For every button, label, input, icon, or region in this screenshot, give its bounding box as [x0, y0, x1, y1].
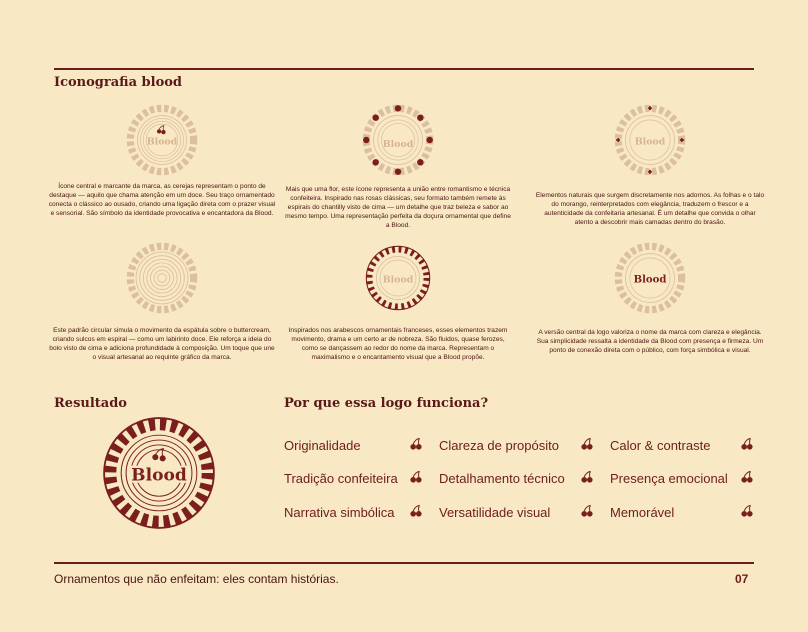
emblem-arabesques [362, 242, 434, 314]
top-rule [54, 68, 754, 70]
bottom-rule [54, 562, 754, 564]
emblem-word: Blood [634, 136, 666, 148]
cherry-icon [580, 470, 594, 484]
cherry-icon [580, 437, 594, 451]
cherry-icon [409, 470, 423, 484]
cherry-icon [409, 437, 423, 451]
emblem-spiral [126, 242, 198, 314]
reason-item: Memorável [610, 505, 675, 520]
reason-item: Presença emocional [610, 471, 728, 486]
reason-item: Calor & contraste [610, 438, 711, 453]
description-arabesques: Inspirados nos arabescos ornamentais franceses, esses elementos trazem movimento, drama e um certo ar de nobreza. São fluidos, quase ferozes, como se dançassem ao redor do nome da marca. Representam o maximalismo e o encantamento visual que a Blood propõe. [288, 327, 508, 361]
emblem-leaves [614, 104, 686, 176]
cherry-icon [580, 504, 594, 518]
section-title-result: Resultado [54, 396, 127, 411]
description-cherries: Ícone central e marcante da marca, as cerejas representam o ponto de destaque — aquilo que chama atenção em um doce. Seu traço ornamentado conecta o clássico ao ousado, criando uma ligação direta com o prazer visual e sensorial. São símbolo da identidade provocativa e encantadora da Blood. [48, 183, 276, 217]
emblem-word: Blood [633, 274, 667, 286]
reason-item: Narrativa simbólica [284, 505, 395, 520]
emblem-word: Blood [382, 274, 414, 286]
section-title-iconography: Iconografia blood [54, 75, 183, 90]
page-number: 07 [735, 572, 749, 586]
description-leaves: Elementos naturais que surgem discretamente nos adornos. As folhas e o talo do morango, reinterpretados com elegância, traduzem o frescor e a autenticidade da confeitaria artesanal. É um detalhe que convida o olhar atento a descobrir mais camadas dentro do brasão. [535, 192, 765, 226]
emblem-word: Blood [382, 139, 414, 151]
reason-item: Detalhamento técnico [439, 471, 565, 486]
description-wordmark: A versão central da logo valoriza o nome da marca com clareza e elegância. Sua simplicidade ressalta a identidade da Blood com presença e firmeza. Um ponto de conexão direta com o público, com força simbólica e visual. [536, 329, 764, 354]
reason-item: Tradição confeiteira [284, 471, 398, 486]
final-logo [98, 412, 220, 534]
emblem-cherries [126, 104, 198, 176]
emblem-word: Blood [146, 136, 178, 148]
emblem-roses [362, 104, 434, 176]
reason-item: Originalidade [284, 438, 361, 453]
cherry-icon [740, 437, 754, 451]
description-spiral: Este padrão circular simula o movimento da espátula sobre o buttercream, criando sulcos em espiral — como um labirinto doce. Ele reforça a ideia do bolo visto de cima e adiciona profundidade à composição. Um toque que une o visual artesanal ao requinte gráfico da marca. [49, 327, 275, 361]
reason-item: Versatilidade visual [439, 505, 551, 520]
reason-item: Clareza de propósito [439, 438, 559, 453]
cherry-icon [409, 504, 423, 518]
footer-tagline: Ornamentos que não enfeitam: eles contam histórias. [54, 572, 339, 586]
description-roses: Mais que uma flor, este ícone representa a união entre romantismo e técnica confeiteira. Inspirado nas rosas clássicas, seu formato também remete às espirais do chantilly visto de cima — um detalhe que traz beleza e sabor ao mesmo tempo. Uma representação perfeita da doçura ornamental que define a Blood. [285, 186, 511, 229]
logo-word: Blood [131, 465, 187, 486]
cherry-icon [740, 470, 754, 484]
emblem-wordmark [614, 242, 686, 314]
section-title-why: Por que essa logo funciona? [284, 396, 489, 411]
cherry-icon [740, 504, 754, 518]
